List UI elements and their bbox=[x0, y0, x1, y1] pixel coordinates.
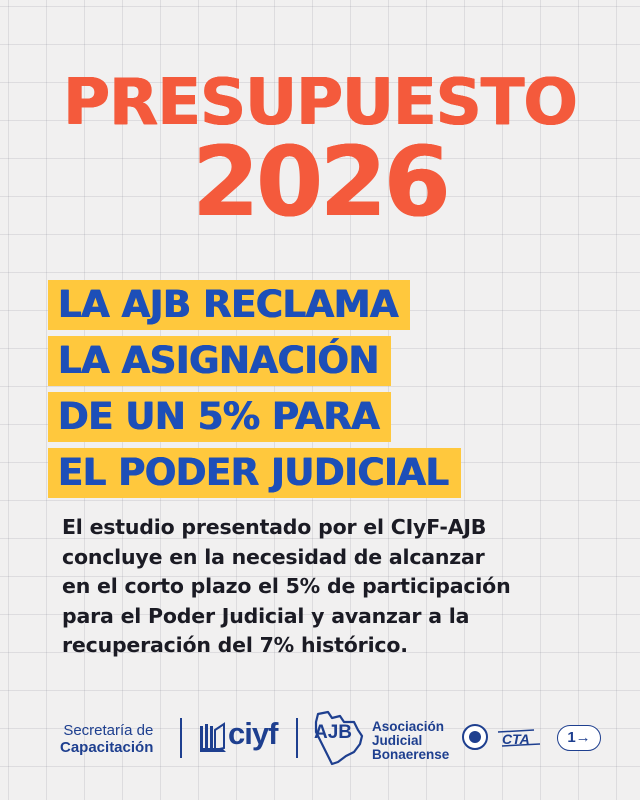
title-year: 2026 bbox=[192, 126, 448, 238]
ajb-name-line: Asociación bbox=[372, 719, 445, 734]
cta-logo-icon bbox=[494, 726, 546, 750]
page-indicator[interactable]: 1→ bbox=[557, 725, 601, 751]
cta-logo bbox=[494, 726, 546, 750]
body-text bbox=[62, 513, 622, 661]
ajb-name bbox=[372, 720, 449, 762]
book-icon bbox=[198, 720, 228, 756]
title-line-1: PRESUPUESTO bbox=[63, 66, 577, 140]
secretaria-capacitacion-label bbox=[60, 722, 153, 756]
body-line: El estudio presentado por el CIyF-AJB bbox=[62, 515, 487, 539]
body-line: recuperación del 7% histórico. bbox=[62, 633, 408, 657]
ajb-mark-text: AJB bbox=[314, 722, 353, 743]
headline-line: DE UN 5% PARA bbox=[48, 392, 391, 442]
ajb-name-line: Bonaerense bbox=[372, 747, 450, 762]
footer-logos bbox=[0, 708, 640, 768]
headline bbox=[48, 280, 461, 504]
federation-seal-icon bbox=[462, 724, 488, 750]
headline-line: LA ASIGNACIÓN bbox=[48, 336, 391, 386]
body-line: en el corto plazo el 5% de participación bbox=[62, 574, 511, 598]
footer-divider bbox=[296, 718, 298, 758]
ciyf-logo-text: ciyf bbox=[228, 716, 278, 751]
secretaria-line-1: Secretaría de bbox=[63, 722, 154, 739]
ajb-name-line: Judicial bbox=[372, 733, 423, 748]
cta-logo-text: CTA bbox=[502, 731, 530, 747]
secretaria-line-2: Capacitación bbox=[60, 739, 154, 756]
headline-line: LA AJB RECLAMA bbox=[48, 280, 410, 330]
ciyf-logo bbox=[198, 716, 284, 756]
headline-line: EL PODER JUDICIAL bbox=[48, 448, 461, 498]
footer-divider bbox=[180, 718, 182, 758]
ajb-logo-mark bbox=[310, 710, 368, 766]
body-line: para el Poder Judicial y avanzar a la bbox=[62, 603, 470, 628]
body-line: concluye en la necesidad de alcanzar bbox=[62, 544, 485, 569]
